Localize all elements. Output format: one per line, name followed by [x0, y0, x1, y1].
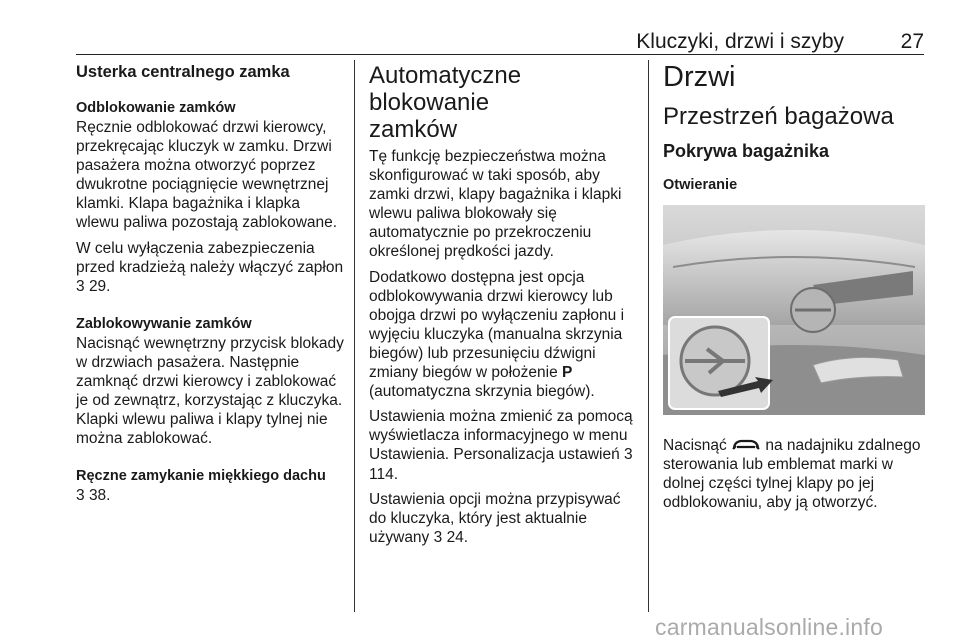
page-ref-link[interactable]: 38.	[88, 487, 111, 505]
page-ref-arrow-icon: 3	[76, 277, 85, 295]
section-title-auto-lock: Automatyczne blokowanie zamków	[369, 62, 522, 143]
subsection-title-opening: Otwieranie	[663, 177, 738, 193]
softtop-reference	[76, 486, 344, 505]
lock-paragraph: Nacisnąć wewnętrzny przycisk blokady w drzwiach pasażera. Następnie zamknąć drzwi kierowcy i zablokować je od zewnątrz, korzystając z kluczyka. Klapki wlewu paliwa i klapy tylnej nie można zablokować.	[76, 334, 344, 448]
anti-theft-paragraph: W celu wyłączenia zabezpieczenia przed kradzieżą należy włączyć zapłon 3 29.	[76, 239, 344, 295]
chapter-section-doors: Drzwi	[663, 61, 736, 93]
chapter-title: Kluczyki, drzwi i szyby	[636, 30, 844, 53]
column-divider-1	[354, 60, 355, 612]
auto-lock-paragraph-1: Tę funkcję bezpieczeństwa można skonfigurować w taki sposób, aby zamki drzwi, klapy bagażnika i klapki wlewu paliwa blokowały się automatycznie po przekroczeniu określonej prędkości jazdy.	[369, 148, 622, 261]
header-divider	[76, 54, 924, 55]
tailgate-open-paragraph: Nacisnąć na nadajniku zdalnego sterowania lub emblemat marki w dolnej części tylnej klapy po jej odblokowaniu, aby ją otworzyć.	[663, 437, 921, 512]
page-ref-arrow-icon: 3	[433, 528, 443, 546]
column-right	[663, 62, 927, 512]
section-title-lock-failure: Usterka centralnego zamka	[76, 63, 290, 81]
unlock-paragraph: Ręcznie odblokować drzwi kierowcy, przekręcając kluczyk w zamku. Drzwi pasażera można otworzyć poprzez dwukrotne pociągnięcie wewnętrznej klamki. Klapa bagażnika i klapka wlewu paliwa pozostają zablokowane.	[76, 119, 338, 232]
page-header	[76, 28, 924, 56]
page-number: 27	[900, 30, 924, 53]
subsection-title-unlock: Odblokowanie zamków	[76, 100, 236, 116]
column-divider-2	[648, 60, 649, 612]
watermark: carmanualsonline.info	[655, 614, 883, 640]
tailgate-illustration	[663, 205, 925, 415]
page-ref-link[interactable]: 114.	[369, 465, 399, 483]
tailgate-open-icon	[731, 437, 761, 453]
auto-lock-paragraph-2: Dodatkowo dostępna jest opcja odblokowywania drzwi kierowcy lub obojga drzwi po wyłączeniu zapłonu i wyjęciu kluczyka (manualna skrzynia biegów) lub przesunięciu dźwigni zmiany biegów w położenie P (automatyczna skrzynia biegów).	[369, 268, 625, 401]
auto-lock-paragraph-4: Ustawienia opcji można przypisywać do kluczyka, który jest aktualnie używany 3 24.	[369, 490, 621, 546]
gear-position-p: P	[562, 364, 573, 382]
page-ref-link[interactable]: 24.	[446, 528, 469, 546]
column-left	[76, 62, 344, 506]
section-title-cargo: Przestrzeń bagażowa	[663, 103, 894, 130]
page-ref-link[interactable]: 29.	[88, 277, 111, 295]
page-ref-arrow-icon: 3	[76, 487, 85, 505]
subsection-title-softtop: Ręczne zamykanie miękkiego dachu	[76, 468, 326, 485]
subsection-title-lock: Zablokowywanie zamków	[76, 315, 252, 332]
subsection-title-tailgate: Pokrywa bagażnika	[663, 141, 830, 161]
auto-lock-paragraph-3: Ustawienia można zmienić za pomocą wyświetlacza informacyjnego w menu Ustawienia. Personalizacja ustawień 3 114.	[369, 408, 633, 483]
column-middle	[369, 62, 639, 547]
page-ref-arrow-icon: 3	[624, 446, 633, 464]
